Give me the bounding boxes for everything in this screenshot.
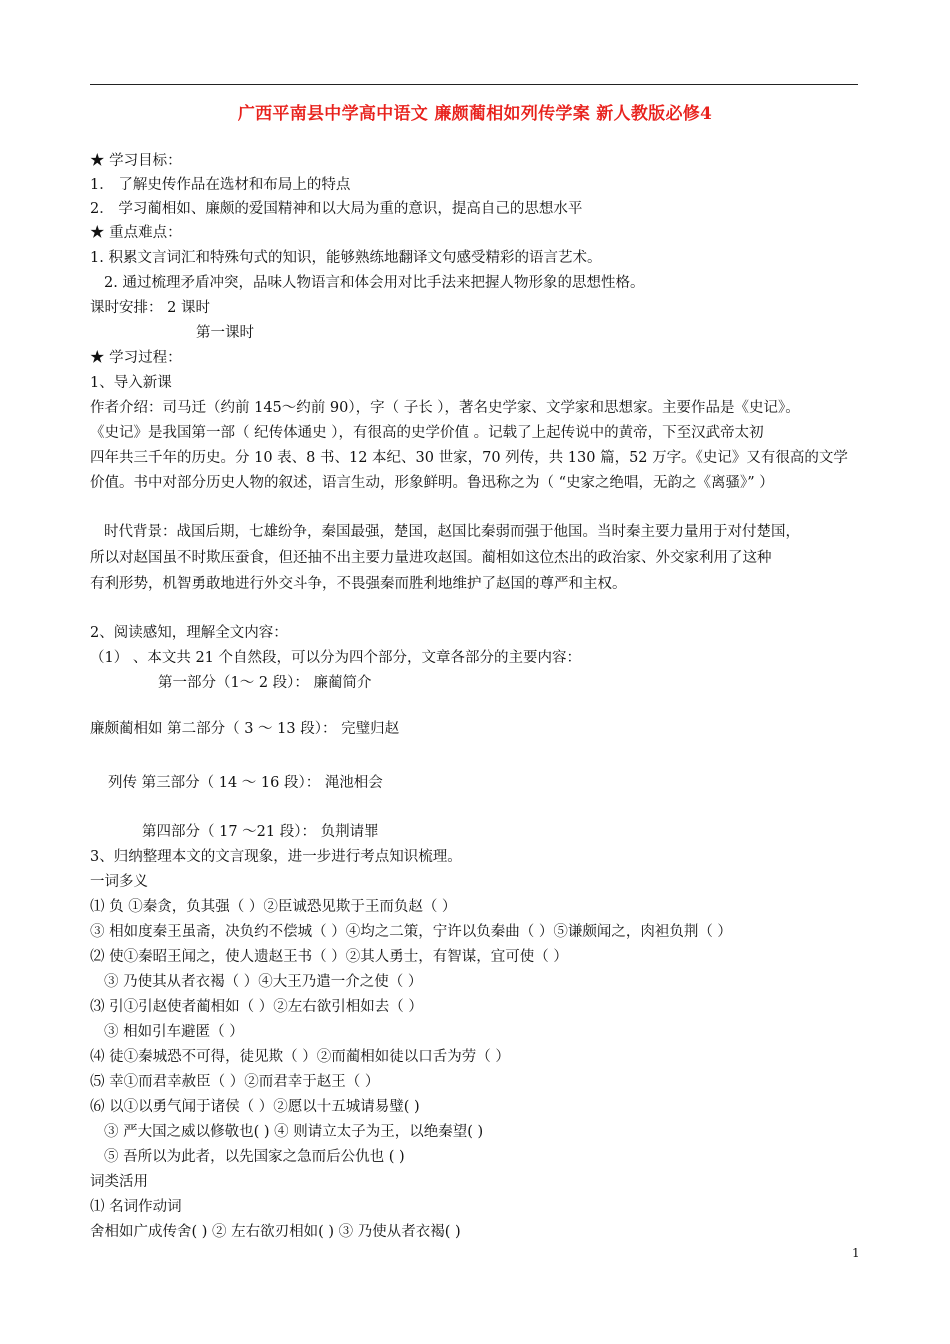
polysemy-tu: ⑷ 徒①秦城恐不可得，徒见欺（ ）②而蔺相如徒以口舌为劳（ ） (90, 1049, 510, 1065)
polysemy-fu-line-2: ③ 相如度秦王虽斋，决负约不偿城（ ）④均之二策，宁许以负秦曲（ ）⑤谦颇闻之，肉袒负荆（ ） (90, 924, 732, 940)
part-1: 第一部分（1～ 2 段）： 廉蔺简介 (158, 675, 372, 691)
polysemy-shi-line-2: ③ 乃使其从者衣褐（ ）④大王乃遣一介之使（ ） (104, 974, 423, 990)
polysemy-yi-line-3: ⑤ 吾所以为此者，以先国家之急而后公仇也 ( ) (104, 1149, 405, 1165)
polysemy-xing: ⑸ 幸①而君幸赦臣（ ）②而君幸于赵王（ ） (90, 1074, 380, 1090)
noun-as-verb-heading: ⑴ 名词作动词 (90, 1199, 182, 1215)
background-line-2: 所以对赵国虽不时欺压蚕食，但还抽不出主要力量进攻赵国。蔺相如这位杰出的政治家、外交家利用了这种 (90, 550, 772, 566)
header-rule (90, 84, 858, 85)
step-2-heading: 2、阅读感知，理解全文内容： (90, 625, 288, 641)
polysemy-yi-line-2: ③ 严大国之威以修敬也( ) ④ 则请立太子为王，以绝秦望( ) (104, 1124, 484, 1140)
author-intro-line-2: 《史记》是我国第一部（ 纪传体通史 ），有很高的史学价值 。记载了上起传说中的黄帝，下至汉武帝太初 (90, 425, 764, 441)
goal-item-2: 2． 学习蔺相如、廉颇的爱国精神和以大局为重的意识，提高自己的思想水平 (90, 201, 583, 217)
document-title: 广西平南县中学高中语文 廉颇蔺相如列传学案 新人教版必修4 (237, 104, 713, 124)
author-intro-line-1: 作者介绍：司马迁（约前 145～约前 90），字（ 子长 ），著名史学家、文学家和思想家。主要作品是《史记》。 (90, 400, 800, 416)
step-1-heading: 1、导入新课 (90, 375, 172, 391)
part-3: 列传 第三部分（ 14 ～ 16 段）： 渑池相会 (108, 775, 383, 791)
section-heading-key-points: ★ 重点难点： (90, 225, 182, 241)
author-intro-line-3: 四年共三千年的历史。分 10 表、8 书、12 本纪、30 世家，70 列传，共 130 篇，52 万字。《史记》又有很高的文学 (90, 450, 848, 466)
polysemy-yin-line-2: ③ 相如引车避匿（ ） (104, 1024, 244, 1040)
part-2: 廉颇蔺相如 第二部分（ 3 ～ 13 段）： 完璧归赵 (90, 721, 400, 737)
schedule-line: 课时安排： 2 课时 (90, 300, 210, 316)
author-intro-line-4: 价值。书中对部分历史人物的叙述，语言生动，形象鲜明。鲁迅称之为（ “史家之绝唱，无韵之《离骚》” ） (90, 475, 774, 491)
key-point-2: 2. 通过梳理矛盾冲突，品味人物语言和体会用对比手法来把握人物形象的思想性格。 (104, 275, 645, 291)
noun-as-verb-examples: 舍相如广成传舍( ) ② 左右欲刃相如( ) ③ 乃使从者衣褐( ) (90, 1224, 461, 1240)
section-heading-goals: ★ 学习目标： (90, 153, 182, 169)
polysemy-heading: 一词多义 (90, 874, 148, 890)
structure-intro: （1） 、本文共 21 个自然段，可以分为四个部分，文章各部分的主要内容： (90, 650, 582, 666)
polysemy-yi-line-1: ⑹ 以①以勇气闻于诸侯（ ）②愿以十五城请易璧( ) (90, 1099, 420, 1115)
goal-item-1: 1． 了解史传作品在选材和布局上的特点 (90, 177, 351, 193)
background-line-1: 时代背景：战国后期，七雄纷争，秦国最强，楚国，赵国比秦弱而强于他国。当时秦主要力量用于对付楚国， (104, 524, 800, 540)
section-heading-process: ★ 学习过程： (90, 350, 182, 366)
step-3-heading: 3、归纳整理本文的文言现象，进一步进行考点知识梳理。 (90, 849, 462, 865)
polysemy-shi-line-1: ⑵ 使①秦昭王闻之，使人遗赵王书（ ）②其人勇士，有智谋，宜可使（ ） (90, 949, 568, 965)
polysemy-yin-line-1: ⑶ 引①引赵使者蔺相如（ ）②左右欲引相如去（ ） (90, 999, 423, 1015)
part-4: 第四部分（ 17 ～21 段）： 负荆请罪 (142, 824, 379, 840)
background-line-3: 有利形势，机智勇敢地进行外交斗争，不畏强秦而胜利地维护了赵国的尊严和主权。 (90, 576, 627, 592)
polysemy-fu-line-1: ⑴ 负 ①秦贪，负其强（ ）②臣诚恐见欺于王而负赵（ ） (90, 899, 457, 915)
page-number: 1 (852, 1246, 860, 1260)
lesson-heading: 第一课时 (196, 325, 254, 341)
word-class-heading: 词类活用 (90, 1174, 148, 1190)
key-point-1: 1. 积累文言词汇和特殊句式的知识，能够熟练地翻译文句感受精彩的语言艺术。 (90, 250, 602, 266)
